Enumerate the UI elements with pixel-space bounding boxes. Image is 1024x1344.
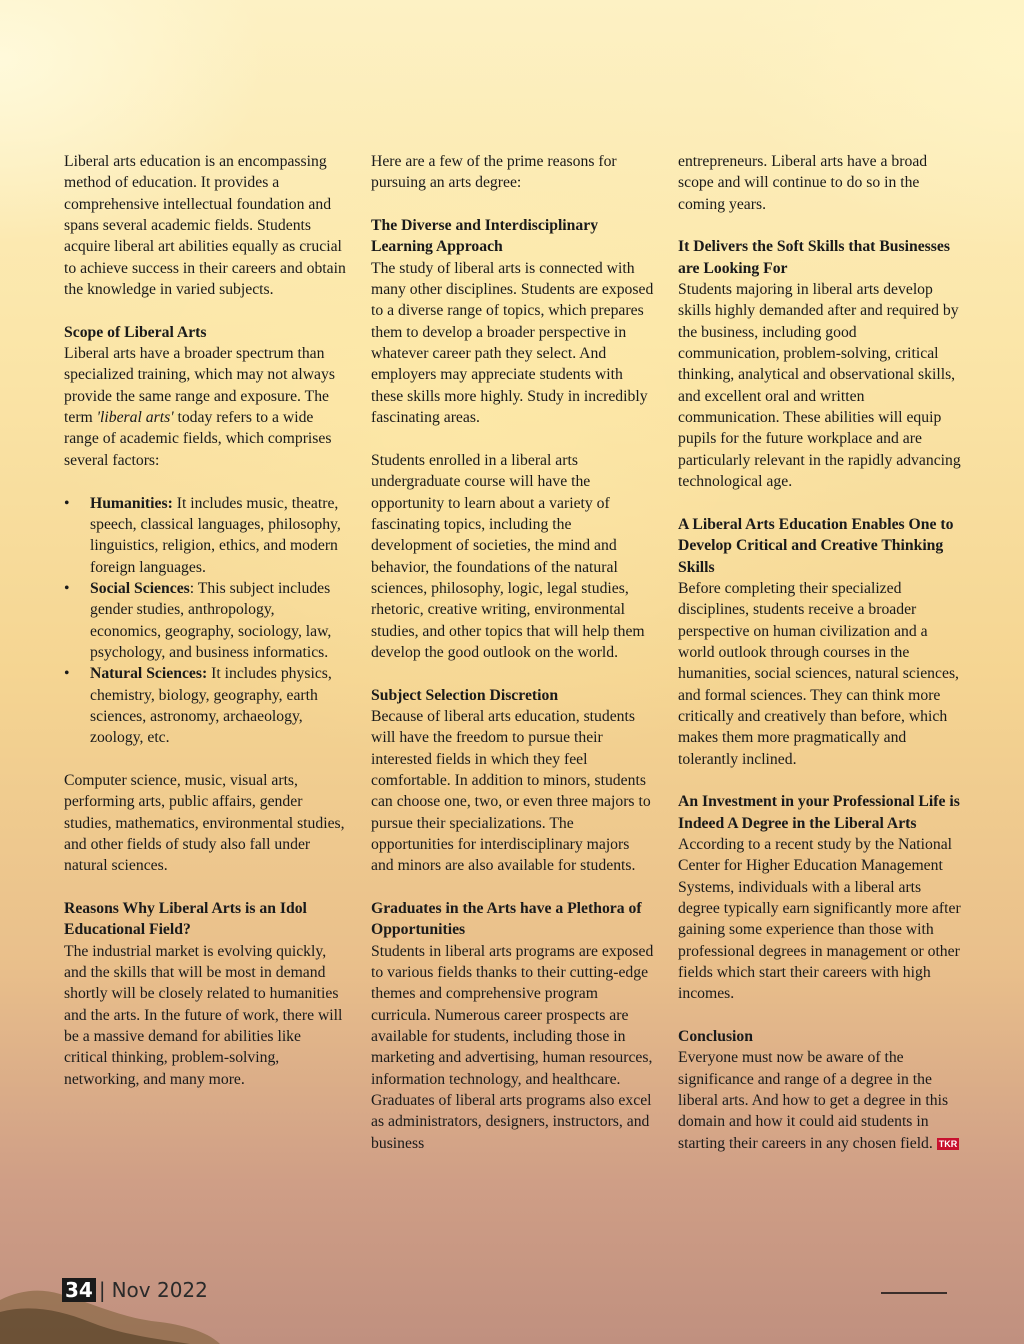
footer-separator: | bbox=[98, 1278, 106, 1302]
continuation-paragraph: entrepreneurs. Liberal arts have a broad scope and will continue to do so in the coming years. bbox=[678, 153, 928, 213]
subject-paragraph: Because of liberal arts education, students will have the freedom to pursue their interested fields in which they feel comfortable. In addition to minors, students can choose one, two, or even three majors to pursue their specializations. The opportunities for interdisciplinary majors and minors are also available for students. bbox=[371, 707, 651, 875]
column-1 bbox=[64, 151, 348, 1090]
liberal-arts-term: 'liberal arts' bbox=[96, 409, 174, 427]
bullet-icon: • bbox=[64, 494, 70, 512]
heading-soft-skills: It Delivers the Soft Skills that Businesses are Looking For bbox=[678, 238, 950, 277]
footer-rule bbox=[881, 1292, 947, 1294]
critical-thinking-paragraph: Before completing their specialized disciplines, students receive a broader perspective on human civilization and a world outlook through courses in the humanities, social sciences, natural sciences, and formal sciences. They can think more critically and creatively than before, which makes them more pragmatically and tolerantly inclined. bbox=[678, 579, 959, 768]
heading-diverse: The Diverse and Interdisciplinary Learning Approach bbox=[371, 217, 599, 256]
heading-conclusion: Conclusion bbox=[678, 1028, 753, 1046]
enrolled-paragraph: Students enrolled in a liberal arts undergraduate course will have the opportunity to learn about a variety of fascinating topics, including the development of societies, the mind and behavior, the foundations of the natural sciences, philosophy, logic, legal studies, rhetoric, creative writing, environmental studies, and other topics that will help them develop the good outlook on the world. bbox=[371, 451, 645, 661]
scope-paragraph: Liberal arts have a broader spectrum than specialized training, which may not always provide the same range and exposure. The term 'liberal arts' today refers to a wide range of academic fields, which comprises several factors: bbox=[64, 345, 335, 469]
page-footer bbox=[62, 1278, 208, 1302]
list-item: • Natural Sciences: It includes physics, chemistry, biology, geography, earth sciences, astronomy, archaeology, zoology, etc. bbox=[64, 665, 332, 747]
intro-paragraph: Liberal arts education is an encompassing method of education. It provides a comprehensive intellectual foundation and spans several academic fields. Students acquire liberal art abilities equally as crucial to achieve success in their careers and obtain the knowledge in varied subjects. bbox=[64, 153, 346, 299]
investment-paragraph: According to a recent study by the National Center for Higher Education Management Systems, individuals with a liberal arts degree typically earn significantly more after gaining some experience than those with professional degrees in management or other fields which start their careers with high incomes. bbox=[678, 836, 961, 1003]
list-item: • Humanities: It includes music, theatre, speech, classical languages, philosophy, linguistics, religion, ethics, and modern foreign languages. bbox=[64, 494, 341, 576]
tkr-logo-icon: TKR bbox=[938, 1138, 958, 1149]
heading-investment: An Investment in your Professional Life is Indeed A Degree in the Liberal Arts bbox=[678, 793, 960, 832]
column-2 bbox=[371, 151, 655, 1154]
list-item: • Social Sciences: This subject includes gender studies, anthropology, economics, geography, sociology, law, psychology, and business informatics. bbox=[64, 579, 332, 661]
soft-skills-paragraph: Students majoring in liberal arts develop skills highly demanded after and required by the business, including good communication, problem-solving, critical thinking, analytical and observational skills, and excellent oral and written communication. These abilities will equip pupils for the future workplace and are particularly relevant in the rapidly advancing technological age. bbox=[678, 281, 961, 491]
conclusion-paragraph: Everyone must now be aware of the significance and range of a degree in the liberal arts. And how to get a degree in this domain and how it could aid students in starting their careers in any chosen field. TKR bbox=[678, 1049, 958, 1152]
page-number: 34 bbox=[62, 1278, 96, 1302]
bullet-icon: • bbox=[64, 665, 70, 683]
heading-reasons: Reasons Why Liberal Arts is an Idol Educational Field? bbox=[64, 900, 307, 939]
issue-date: Nov 2022 bbox=[111, 1278, 208, 1302]
graduates-paragraph: Students in liberal arts programs are exposed to various fields thanks to their cutting-edge themes and comprehensive program curricula. Numerous career prospects are available for students, including those in marketing and advertising, human resources, information technology, and healthcare. Graduates of liberal arts programs also excel as administrators, designers, instructors, and business bbox=[371, 942, 654, 1152]
diverse-paragraph: The study of liberal arts is connected with many other disciplines. Students are exposed to a diverse range of topics, which prepares them to develop a broader perspective in whatever career path they select. And employers may appreciate students with these skills more highly. Study in incredibly fascinating areas. bbox=[371, 259, 654, 427]
heading-subject-selection: Subject Selection Discretion bbox=[371, 686, 559, 704]
reasons-paragraph: The industrial market is evolving quickly, and the skills that will be most in demand shortly will be closely related to humanities and the arts. In the future of work, there will be a massive demand for abilities like critical thinking, problem-solving, networking, and many more. bbox=[64, 942, 343, 1088]
other-fields-paragraph: Computer science, music, visual arts, performing arts, public affairs, gender studies, mathematics, environmental studies, and other fields of study also fall under natural sciences. bbox=[64, 771, 345, 875]
heading-scope: Scope of Liberal Arts bbox=[64, 323, 207, 341]
bullet-icon: • bbox=[64, 579, 70, 597]
column-3 bbox=[678, 151, 962, 1154]
decorative-leaf-icon bbox=[0, 1260, 220, 1344]
heading-graduates: Graduates in the Arts have a Plethora of Opportunities bbox=[371, 900, 642, 939]
reasons-intro: Here are a few of the prime reasons for pursuing an arts degree: bbox=[371, 153, 617, 192]
heading-critical-thinking: A Liberal Arts Education Enables One to Develop Critical and Creative Thinking Skills bbox=[678, 515, 954, 576]
fields-list bbox=[64, 493, 348, 749]
